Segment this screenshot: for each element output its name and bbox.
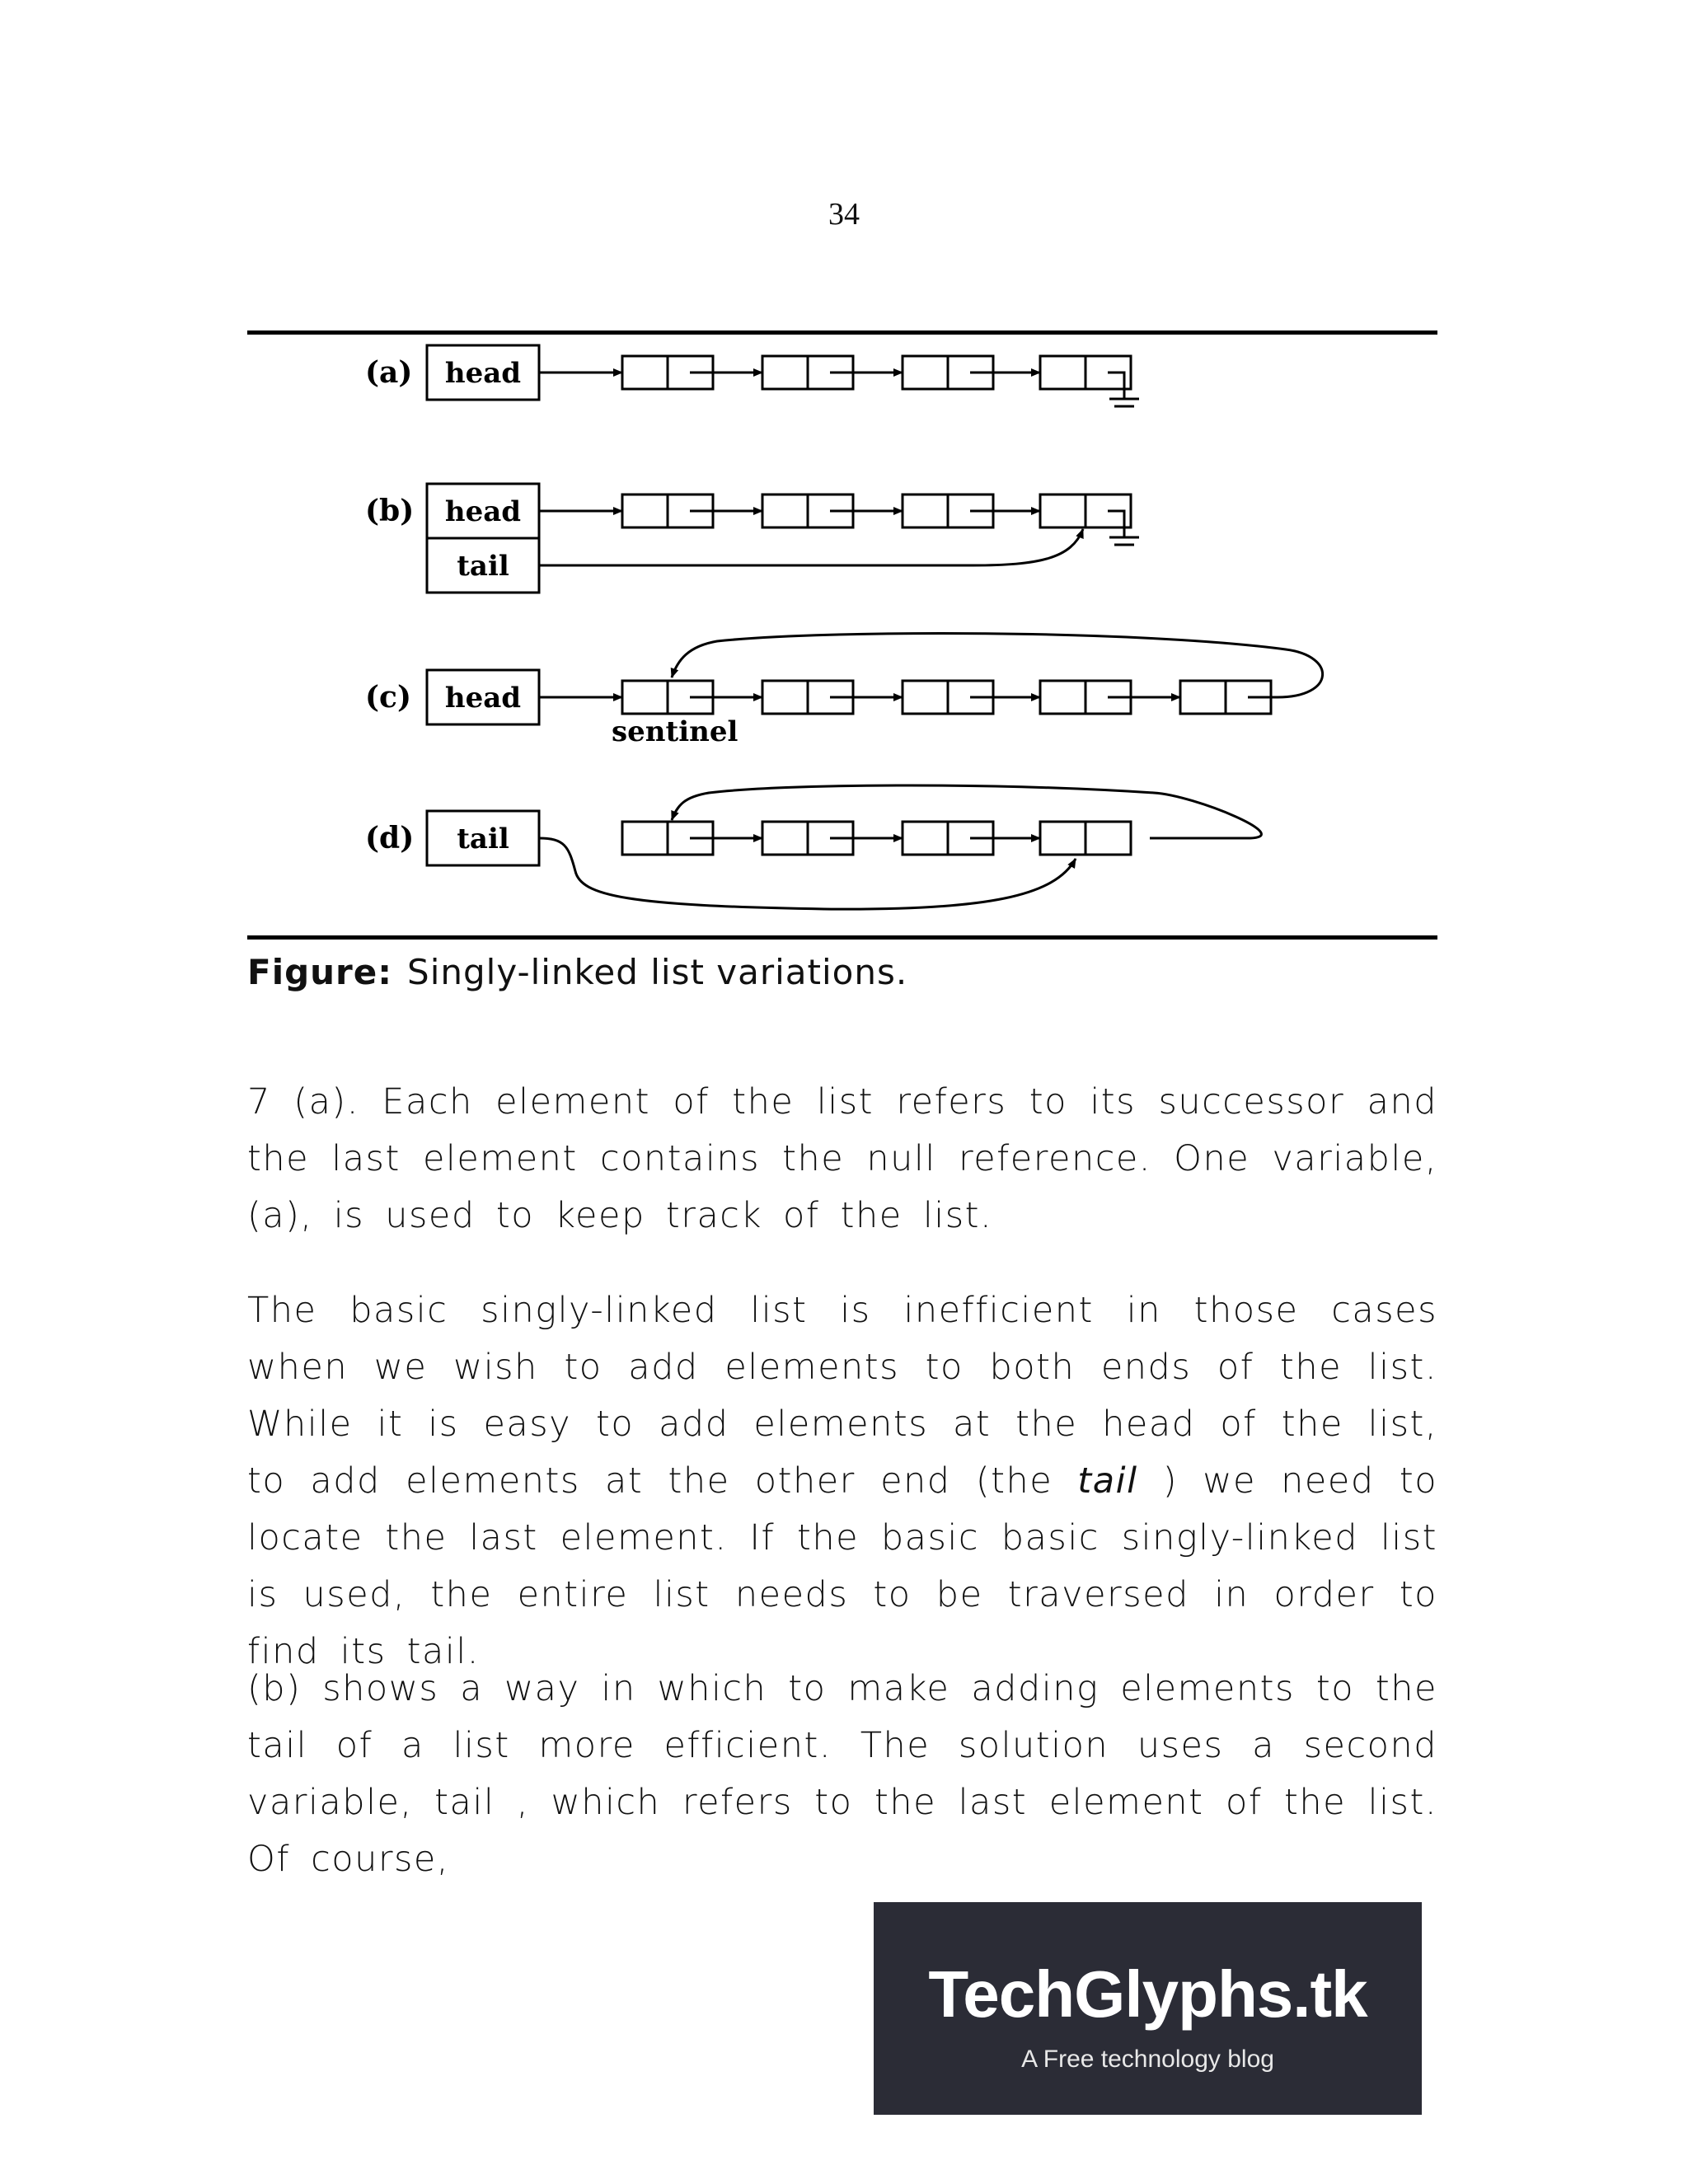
paragraph-2-start: The basic singly-linked list is inefficient in those cases when we wish to add elements to both ends of the list. While it is easy to add elements at the head of the list, to add elements at the other end (the	[247, 1290, 1437, 1502]
banner-brand: TechGlyphs.tk	[928, 1957, 1367, 2031]
sentinel-label: sentinel	[612, 715, 738, 748]
row-b-tail-box-label: tail	[457, 550, 509, 583]
row-b-tag: (b)	[365, 494, 415, 528]
row-b-head-box-label: head	[444, 495, 522, 528]
linked-list-figure	[0, 0, 1688, 940]
row-c-head-box-label: head	[444, 682, 522, 715]
row-a-null	[1108, 373, 1124, 399]
row-a-head-box-label: head	[444, 357, 522, 390]
figure-bottom-rule	[247, 935, 1437, 940]
row-d-tag: (d)	[365, 821, 415, 855]
banner-tagline: A Free technology blog	[1021, 2046, 1274, 2073]
caption-text: Singly-linked list variations.	[407, 952, 908, 992]
row-d-tail-box-label: tail	[457, 823, 509, 855]
tail-term: tail	[1077, 1460, 1138, 1502]
figure-caption	[247, 944, 1437, 1001]
row-a-tag: (a)	[365, 355, 413, 390]
page-number: 34	[828, 197, 860, 232]
paragraph-3: (b) shows a way in which to make adding elements to the tail of a list more efficient. The solution uses a second variable, tail , which refers to the last element of the list. Of course,	[247, 1668, 1437, 1880]
paragraph-1: 7 (a). Each element of the list refers to its successor and the last element contains the null reference. One variable, (a), is used to keep track of the list.	[247, 1081, 1437, 1236]
paragraph-2-end: ) we need to locate the last element. If the basic basic singly-linked list is used, the entire list needs to be traversed in order to find its tail.	[247, 1460, 1438, 1672]
paragraph-2	[247, 1282, 1437, 1680]
caption-label: Figure:	[247, 952, 393, 992]
row-b-tail-pointer	[539, 529, 1083, 565]
row-d-circular-link	[672, 785, 1261, 838]
row-c-tag: (c)	[365, 680, 411, 715]
row-b-null	[1108, 511, 1124, 537]
techglyphs-banner	[874, 1902, 1422, 2115]
